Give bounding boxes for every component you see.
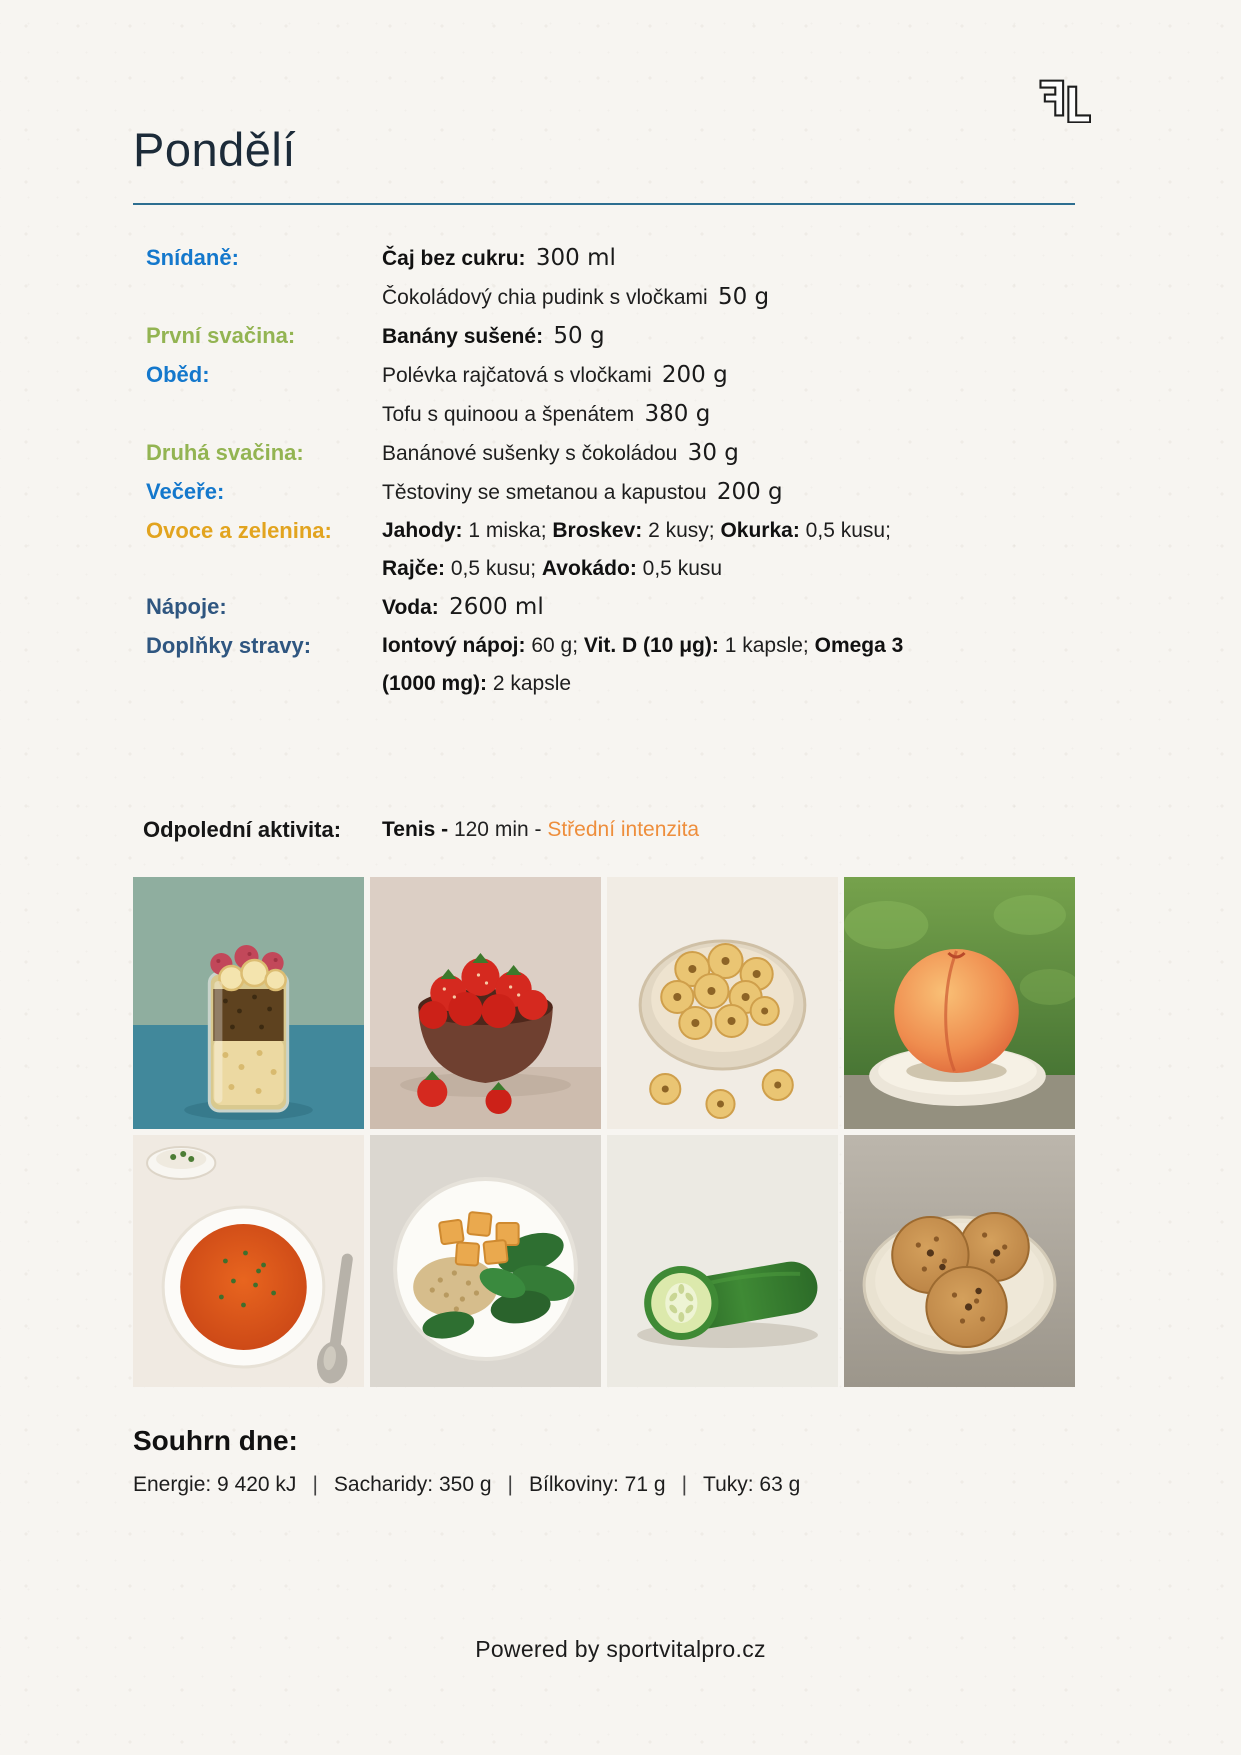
meal-line xyxy=(382,278,1075,317)
tomato-soup-illustration xyxy=(133,1135,364,1387)
text-segment: 50 g xyxy=(710,284,770,310)
meal-row xyxy=(133,239,1075,317)
meal-plan-table xyxy=(133,239,1075,703)
text-segment: (1000 mg): xyxy=(382,672,488,695)
text-segment: Jahody: xyxy=(382,519,463,542)
meal-line xyxy=(382,356,1075,395)
text-segment: 2 kapsle xyxy=(487,672,572,695)
photo-tofu-bowl xyxy=(370,1135,601,1387)
text-segment: Rajče: xyxy=(382,557,446,580)
meal-row xyxy=(133,434,1075,473)
footer-text: Powered by sportvitalpro.cz xyxy=(475,1636,766,1662)
text-segment: 300 ml xyxy=(528,245,616,271)
photo-strawberries xyxy=(370,877,601,1129)
meal-row xyxy=(133,627,1075,703)
meal-label: První svačina: xyxy=(146,323,296,348)
meal-label: Nápoje: xyxy=(146,594,227,619)
photo-peach xyxy=(844,877,1075,1129)
summary-stat: Energie: 9 420 kJ xyxy=(133,1473,297,1496)
daily-summary xyxy=(133,1425,1075,1497)
photo-tomato-soup xyxy=(133,1135,364,1387)
text-segment: Banány sušené: xyxy=(382,325,544,348)
meal-line xyxy=(382,395,1075,434)
summary-stat: Tuky: 63 g xyxy=(703,1473,801,1496)
text-segment: 1 kapsle; xyxy=(718,634,815,657)
summary-stat: Bílkoviny: 71 g xyxy=(528,1473,666,1496)
activity-label: Odpolední aktivita: xyxy=(143,817,342,842)
meal-value xyxy=(382,317,1075,356)
meal-label: Večeře: xyxy=(146,479,225,504)
meal-value xyxy=(382,434,1075,473)
meal-row xyxy=(133,588,1075,627)
text-segment: Střední intenzita xyxy=(547,818,700,841)
text-segment: 380 g xyxy=(637,401,711,427)
text-segment: Těstoviny se smetanou a kapustou xyxy=(382,481,707,504)
text-segment: Vit. D (10 μg): xyxy=(583,634,719,657)
meal-label: Doplňky stravy: xyxy=(146,633,312,658)
cookies-illustration xyxy=(844,1135,1075,1387)
text-segment: Avokádo: xyxy=(541,557,637,580)
meal-row xyxy=(133,473,1075,512)
photo-cucumber xyxy=(607,1135,838,1387)
photo-grid xyxy=(133,877,1075,1387)
text-segment: Tenis - xyxy=(382,818,454,841)
banana-chips-illustration xyxy=(607,877,838,1129)
title-divider xyxy=(133,203,1075,205)
summary-stats xyxy=(133,1473,1075,1497)
summary-stat: Sacharidy: 350 g xyxy=(333,1473,492,1496)
meal-row xyxy=(133,317,1075,356)
meal-value xyxy=(382,588,1075,627)
activity-row xyxy=(133,811,1075,849)
text-segment: 200 g xyxy=(709,479,783,505)
text-segment: Okurka: xyxy=(720,519,800,542)
meal-line xyxy=(382,434,1075,473)
text-segment: 200 g xyxy=(654,362,728,388)
activity-value xyxy=(382,811,699,849)
text-segment: Broskev: xyxy=(552,519,643,542)
meal-value xyxy=(382,239,1075,317)
stat-separator: | xyxy=(507,1473,513,1496)
meal-value xyxy=(382,356,1075,434)
text-segment: Iontový nápoj: xyxy=(382,634,526,657)
text-segment: 0,5 kusu; xyxy=(445,557,542,580)
text-segment: 2 kusy; xyxy=(642,519,721,542)
meal-label: Oběd: xyxy=(146,362,210,387)
meal-line xyxy=(382,665,1075,703)
meal-line xyxy=(382,550,1075,588)
page-title: Pondělí xyxy=(133,123,296,176)
text-segment: 120 min - xyxy=(453,818,548,841)
meal-label: Ovoce a zelenina: xyxy=(146,518,332,543)
text-segment: 60 g; xyxy=(525,634,584,657)
text-segment: 0,5 kusu; xyxy=(799,519,891,542)
stat-separator: | xyxy=(312,1473,318,1496)
summary-heading: Souhrn dne: xyxy=(133,1425,298,1456)
tofu-bowl-illustration xyxy=(370,1135,601,1387)
peach-illustration xyxy=(844,877,1075,1129)
meal-value xyxy=(382,473,1075,512)
meal-line xyxy=(382,239,1075,278)
photo-banana-chips xyxy=(607,877,838,1129)
cucumber-illustration xyxy=(607,1135,838,1387)
meal-label: Druhá svačina: xyxy=(146,440,304,465)
meal-line xyxy=(382,317,1075,356)
meal-line xyxy=(382,627,1075,665)
chia-pudding-illustration xyxy=(133,877,364,1129)
text-segment: 30 g xyxy=(680,440,739,466)
meal-line xyxy=(382,473,1075,512)
meal-row xyxy=(133,356,1075,434)
text-segment: Čokoládový chia pudink s vločkami xyxy=(382,286,708,309)
text-segment: 2600 ml xyxy=(441,594,544,620)
text-segment: Tofu s quinoou a špenátem xyxy=(382,403,635,426)
text-segment: Omega 3 xyxy=(814,634,904,657)
photo-chia-pudding xyxy=(133,877,364,1129)
text-segment: Banánové sušenky s čokoládou xyxy=(382,442,678,465)
meal-label: Snídaně: xyxy=(146,245,239,270)
text-segment: Voda: xyxy=(382,596,439,619)
text-segment: Čaj bez cukru: xyxy=(382,247,526,270)
meal-line xyxy=(382,512,1075,550)
text-segment: 50 g xyxy=(546,323,605,349)
text-segment: Polévka rajčatová s vločkami xyxy=(382,364,652,387)
meal-row xyxy=(133,512,1075,588)
strawberries-illustration xyxy=(370,877,601,1129)
meal-line xyxy=(382,588,1075,627)
photo-cookies xyxy=(844,1135,1075,1387)
text-segment: 0,5 kusu xyxy=(636,557,723,580)
meal-value xyxy=(382,627,1075,703)
meal-value xyxy=(382,512,1075,588)
text-segment: 1 miska; xyxy=(462,519,553,542)
stat-separator: | xyxy=(681,1473,688,1496)
